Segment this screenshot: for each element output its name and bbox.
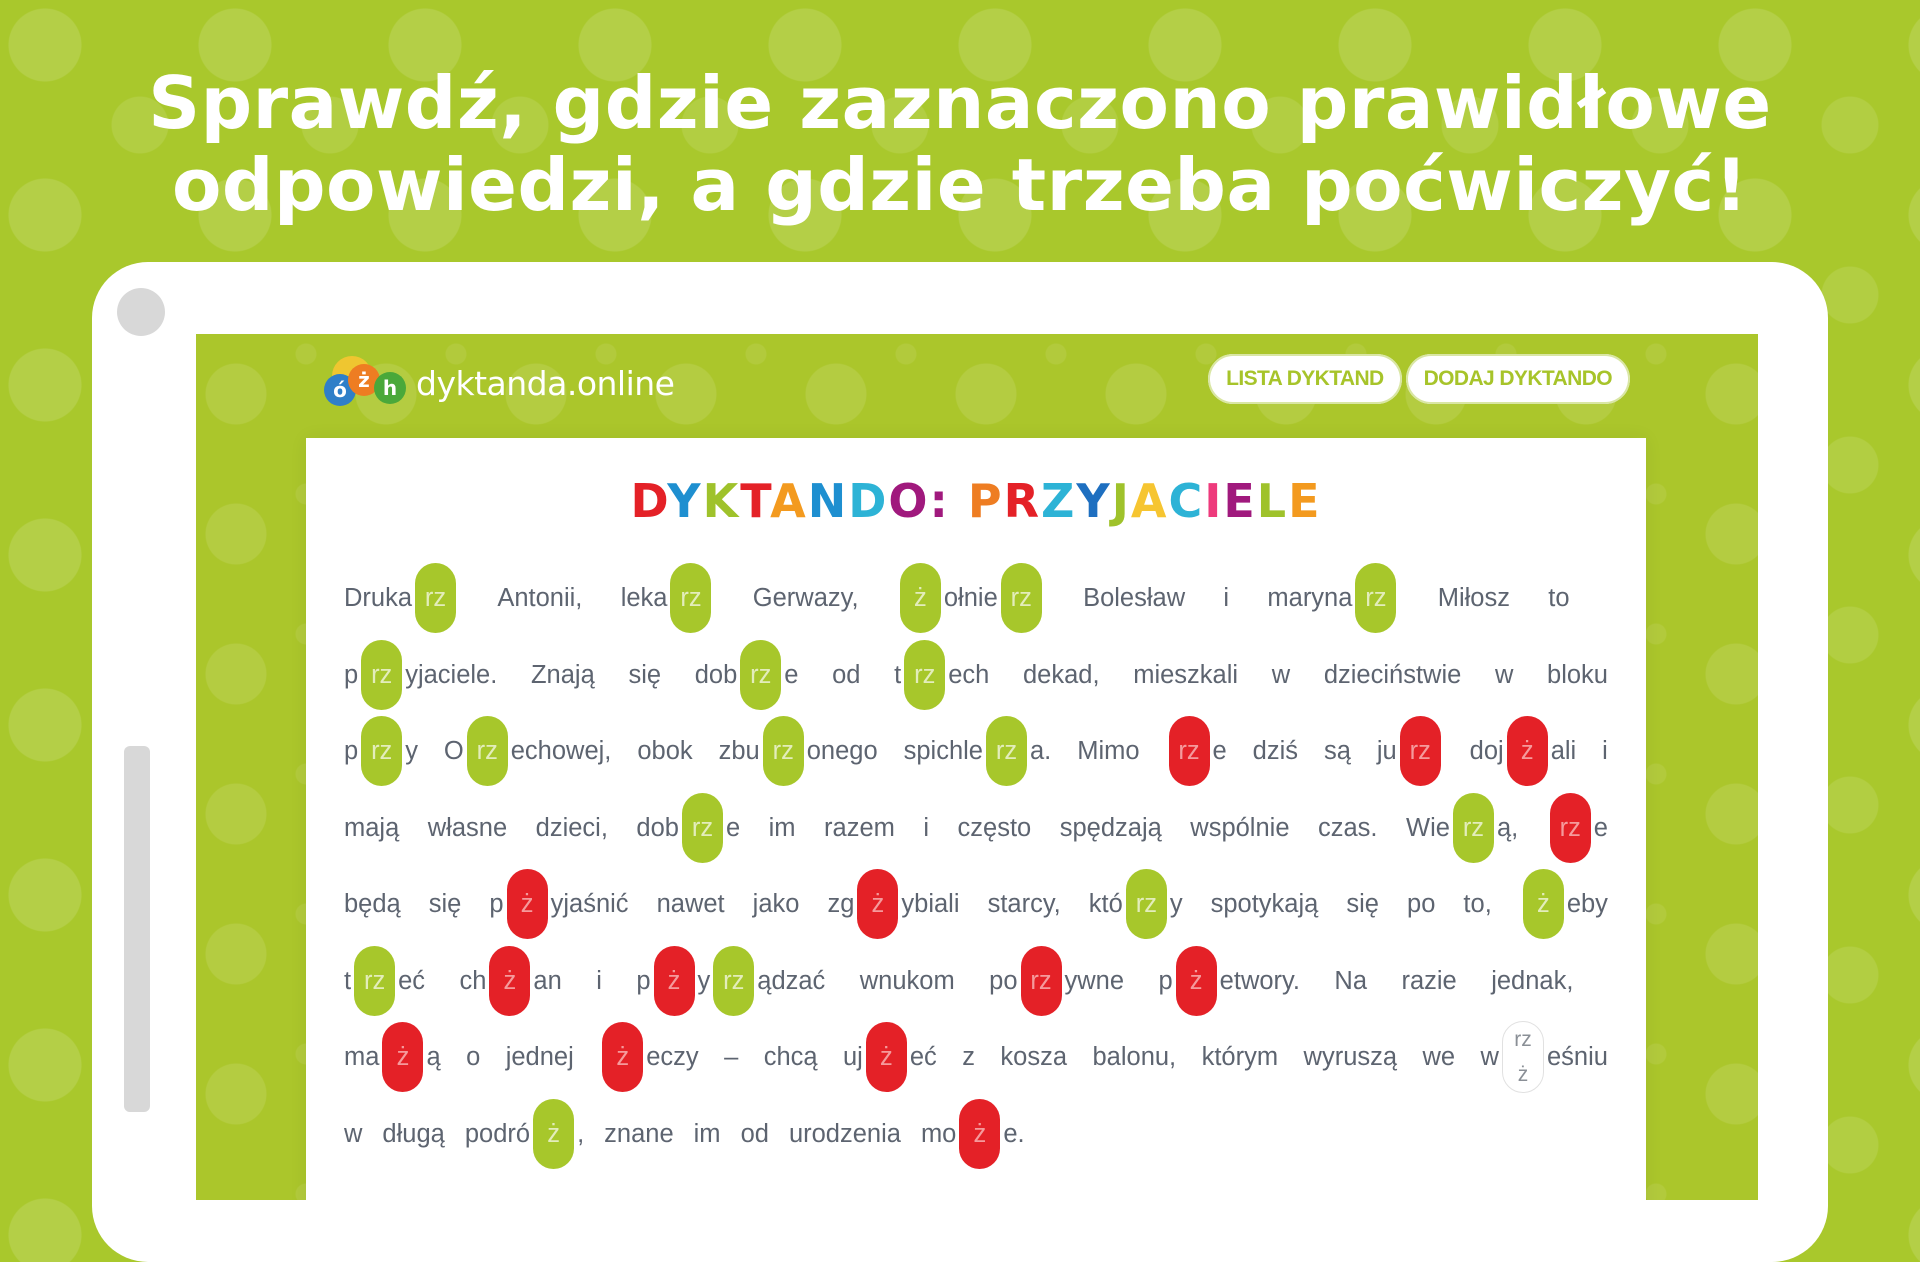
dictation-word (695, 637, 799, 714)
correct-answer-pill[interactable]: rz (670, 563, 711, 633)
dictation-word (1438, 560, 1510, 637)
word-text: to (1548, 584, 1570, 612)
correct-answer-pill[interactable]: rz (682, 793, 723, 863)
word-text: e (1212, 737, 1227, 765)
word-text: p (636, 966, 651, 995)
dictation-word (1318, 790, 1378, 867)
dictation-word (769, 790, 796, 867)
word-text: Miłosz (1437, 584, 1510, 612)
list-dictations-button[interactable]: LISTA DYKTAND (1208, 354, 1401, 404)
tablet-side-button (124, 746, 150, 1112)
word-text: ą, (1496, 813, 1519, 842)
correct-answer-pill[interactable]: rz (361, 640, 402, 710)
correct-answer-pill[interactable]: rz (713, 946, 754, 1016)
dictation-word (962, 1019, 975, 1096)
word-text: im (768, 813, 796, 842)
dictation-text (344, 560, 1608, 1172)
word-text: yjaciele. (405, 660, 498, 689)
word-text: się (628, 660, 662, 689)
dictation-word (923, 790, 929, 867)
dictation-word (827, 866, 959, 943)
correct-answer-pill[interactable]: rz (986, 716, 1027, 786)
word-text: razem (824, 813, 895, 842)
title-letter: L (1256, 474, 1289, 528)
dictation-word (1023, 637, 1100, 714)
title-letter: I (1204, 474, 1224, 528)
dictation-word (1253, 713, 1298, 790)
dictation-word (1495, 637, 1513, 714)
word-text: t (894, 660, 902, 689)
word-text: yjaśnić (550, 890, 629, 918)
word-text: zg (827, 890, 855, 918)
dictation-line (344, 1096, 1608, 1173)
title-letter: K (702, 474, 741, 528)
word-text: zbu (718, 737, 760, 765)
title-letter: D (848, 474, 889, 528)
dictation-word (894, 637, 989, 714)
dictation-word (628, 637, 661, 714)
dictation-word (596, 943, 602, 1020)
dictation-word (1481, 1019, 1608, 1096)
word-text: w (344, 1119, 363, 1148)
word-text: ybiali (901, 890, 960, 918)
word-text: uj (843, 1043, 863, 1071)
top-nav (1208, 354, 1630, 404)
title-letter: N (807, 474, 849, 528)
word-text: o (466, 1043, 481, 1071)
word-text: w (1271, 660, 1291, 689)
word-text: ołnie (943, 584, 998, 612)
dictation-line (344, 790, 1608, 867)
dictation-line (344, 713, 1608, 790)
word-text: – (724, 1043, 739, 1071)
word-text: w (1480, 1043, 1499, 1071)
dictation-word (1547, 637, 1608, 714)
word-text: ju (1376, 737, 1397, 765)
correct-answer-pill[interactable]: rz (415, 563, 456, 633)
dictation-word (1083, 560, 1185, 637)
word-text: obok (637, 737, 693, 765)
dictation-word (753, 560, 859, 637)
dictation-word (637, 713, 692, 790)
word-text: p (489, 890, 504, 918)
word-text: jako (752, 890, 800, 918)
headline-line-2: odpowiedzi, a gdzie trzeba poćwiczyć! (171, 143, 1749, 227)
dictation-word (1548, 560, 1569, 637)
word-text: wnukom (859, 966, 955, 995)
word-text: eć (398, 966, 426, 995)
dictation-word (1324, 713, 1351, 790)
dictation-word (1401, 943, 1456, 1020)
dictation-word (1377, 713, 1444, 790)
word-text: eczy (646, 1043, 699, 1071)
correct-answer-pill[interactable]: ż (533, 1099, 574, 1169)
word-text: we (1422, 1043, 1456, 1071)
dictation-word (344, 790, 399, 867)
correct-answer-pill[interactable]: rz (1126, 869, 1167, 939)
dictation-word (636, 943, 825, 1020)
word-text: i (1602, 737, 1608, 765)
word-text: p (344, 737, 359, 765)
dictation-word (1423, 1019, 1456, 1096)
dictation-word (1407, 866, 1435, 943)
dictation-word (843, 1019, 937, 1096)
word-text: podró (464, 1119, 531, 1148)
word-text: wspólnie (1190, 813, 1290, 842)
word-text: Druka (344, 584, 413, 612)
dictation-word (429, 866, 462, 943)
dictation-word (1272, 637, 1290, 714)
word-text: jednej (505, 1043, 574, 1071)
dictation-word (1211, 866, 1319, 943)
wrong-answer-pill[interactable]: rz (1021, 946, 1062, 1016)
dictation-word (466, 1019, 480, 1096)
dictation-word (1202, 1019, 1279, 1096)
word-text: Mimo (1077, 737, 1140, 765)
dictation-word (1334, 943, 1367, 1020)
word-text: p (1158, 966, 1173, 995)
title-letter: A (770, 474, 808, 528)
dictation-line (344, 1019, 1608, 1096)
word-text: dziś (1252, 737, 1299, 765)
dictation-word (344, 637, 497, 714)
word-text: się (1346, 890, 1379, 918)
word-text: ali (1550, 737, 1577, 765)
word-text: t (344, 966, 352, 995)
word-text: onego (806, 737, 878, 765)
word-text: y (1169, 890, 1183, 918)
correct-answer-pill[interactable]: rz (740, 640, 781, 710)
title-letter: R (1003, 474, 1042, 528)
word-text: dzieci, (535, 813, 608, 842)
word-text: są (1323, 737, 1351, 765)
correct-answer-pill[interactable]: rz (467, 716, 508, 786)
word-text: p (344, 660, 359, 689)
word-text: dob (694, 660, 738, 689)
word-text: wyruszą (1303, 1043, 1398, 1071)
title-letter: Z (1041, 474, 1077, 528)
dictation-word (1060, 790, 1162, 867)
dictation-word (1000, 1019, 1067, 1096)
dictation-word (764, 1019, 818, 1096)
dictation-word (382, 1096, 444, 1173)
word-text: , (577, 1119, 585, 1148)
title-letter: O (888, 474, 930, 528)
dictation-line (344, 866, 1608, 943)
dictation-word (344, 713, 418, 790)
logo-bubble-2: ż (348, 364, 380, 396)
title-letter: T (740, 474, 771, 528)
correct-answer-pill[interactable]: rz (361, 716, 402, 786)
dictation-line (344, 560, 1608, 637)
wrong-answer-pill[interactable]: ż (1176, 946, 1217, 1016)
word-text: e. (1003, 1119, 1025, 1148)
title-letter: J (1111, 474, 1131, 528)
wrong-answer-pill[interactable]: ż (602, 1022, 643, 1092)
wrong-answer-pill[interactable]: rz (1400, 716, 1441, 786)
wrong-answer-pill[interactable]: ż (1507, 716, 1548, 786)
wrong-answer-pill[interactable]: ż (857, 869, 898, 939)
promo-headline (0, 62, 1920, 226)
dictation-word (344, 943, 425, 1020)
correct-answer-pill[interactable]: ż (1523, 869, 1564, 939)
dictation-word (1092, 1019, 1176, 1096)
title-letter (950, 474, 968, 528)
dictation-word (599, 1019, 698, 1096)
word-text: a. (1029, 737, 1052, 765)
word-text: mo (920, 1119, 957, 1148)
word-text: w (1494, 660, 1514, 689)
answer-choice-toggle[interactable] (1502, 1021, 1544, 1093)
correct-answer-pill[interactable]: ż (900, 563, 941, 633)
dictation-word (1346, 866, 1379, 943)
word-text: leka (620, 584, 668, 612)
word-text: spichle (903, 737, 983, 765)
word-text: etwory. (1219, 966, 1300, 995)
logo-text: dyktanda.online (416, 363, 675, 403)
wrong-answer-pill[interactable]: ż (489, 946, 530, 1016)
word-text: eć (909, 1043, 937, 1071)
dictation-word (344, 1096, 362, 1173)
word-text: po (1407, 890, 1436, 918)
word-text: spędzają (1059, 813, 1162, 842)
dictation-word (1463, 866, 1491, 943)
word-text: od (740, 1119, 769, 1148)
wrong-answer-pill[interactable]: ż (959, 1099, 1000, 1169)
word-text: O (443, 737, 464, 765)
word-text: doj (1469, 737, 1504, 765)
dictation-word (832, 637, 860, 714)
correct-answer-pill[interactable]: rz (763, 716, 804, 786)
site-logo[interactable] (324, 356, 674, 410)
word-text: od (832, 660, 861, 689)
dictation-word (1547, 790, 1608, 867)
word-text: echowej, (510, 737, 612, 765)
word-text: Gerwazy, (752, 584, 859, 612)
word-text: im (693, 1119, 721, 1148)
correct-answer-pill[interactable]: rz (354, 946, 395, 1016)
wrong-answer-pill[interactable]: ż (866, 1022, 907, 1092)
word-text: i (923, 813, 930, 842)
dictation-word (958, 790, 1032, 867)
dictation-word (1223, 560, 1229, 637)
word-text: ądzać (757, 966, 826, 995)
dictation-word (344, 866, 401, 943)
dictation-card (306, 438, 1646, 1200)
dictation-word (1602, 713, 1608, 790)
word-text: eby (1566, 890, 1608, 918)
dictation-word (465, 1096, 584, 1173)
tablet-camera (117, 288, 165, 336)
dictation-line (344, 943, 1608, 1020)
word-text: ch (459, 966, 487, 995)
dictation-word (1077, 713, 1139, 790)
word-text: razie (1401, 966, 1457, 995)
correct-answer-pill[interactable]: rz (904, 640, 945, 710)
dictation-word (636, 790, 740, 867)
word-text: balonu, (1092, 1043, 1177, 1071)
dictation-word (1267, 560, 1399, 637)
dictation-word (724, 1019, 738, 1096)
word-text: e (1593, 813, 1608, 842)
choice-option[interactable]: ż (1517, 1063, 1529, 1087)
dictation-word (657, 866, 725, 943)
word-text: y (697, 966, 711, 995)
dictation-word (344, 560, 459, 637)
word-text: długą (382, 1119, 445, 1148)
dictation-word (719, 713, 878, 790)
dictation-word (444, 713, 612, 790)
dictation-word (904, 713, 1052, 790)
word-text: starcy, (987, 890, 1061, 918)
dictation-word (604, 1096, 673, 1173)
dictation-word (1089, 866, 1183, 943)
word-text: chcą (763, 1043, 818, 1071)
word-text: ech (948, 660, 990, 689)
word-text: an (533, 966, 562, 995)
dictation-word (694, 1096, 721, 1173)
word-text: którym (1201, 1043, 1279, 1071)
word-text: Znają (530, 660, 595, 689)
dictation-word (1520, 866, 1608, 943)
dictation-word (1133, 637, 1238, 714)
dictation-word (921, 1096, 1025, 1173)
word-text: jednak, (1491, 966, 1574, 995)
title-letter: D (630, 474, 668, 528)
word-text: to, (1463, 890, 1492, 918)
word-text: e (784, 660, 799, 689)
dictation-word (489, 866, 628, 943)
correct-answer-pill[interactable]: rz (1453, 793, 1494, 863)
title-letter: A (1130, 474, 1169, 528)
word-text: dekad, (1023, 660, 1100, 689)
dictation-word (506, 1019, 574, 1096)
dictation-word (1470, 713, 1577, 790)
dictation-word (531, 637, 595, 714)
word-text: ą (426, 1043, 441, 1071)
word-text: kosza (1000, 1043, 1068, 1071)
wrong-answer-pill[interactable]: ż (507, 869, 548, 939)
word-text: e (725, 813, 741, 842)
word-text: nawet (656, 890, 725, 918)
word-text: mieszkali (1133, 660, 1239, 689)
word-text: Wie (1406, 813, 1450, 842)
wrong-answer-pill[interactable]: rz (1169, 716, 1210, 786)
word-text: i (596, 966, 602, 995)
word-text: po (989, 966, 1018, 995)
dictation-word (459, 943, 561, 1020)
title-letter: E (1288, 474, 1322, 528)
logo-mark-icon (324, 356, 412, 410)
dictation-word (989, 943, 1124, 1020)
word-text: dzieciństwie (1323, 660, 1462, 689)
wrong-answer-pill[interactable]: rz (1550, 793, 1591, 863)
dictation-word (536, 790, 608, 867)
word-text: maryna (1267, 584, 1353, 612)
word-text: y (405, 737, 418, 765)
correct-answer-pill[interactable]: rz (1355, 563, 1396, 633)
dictation-word (1491, 943, 1573, 1020)
choice-option[interactable]: rz (1514, 1028, 1532, 1052)
word-text: dob (636, 813, 679, 842)
dictation-word (1304, 1019, 1398, 1096)
word-text: czas. (1318, 813, 1378, 842)
dictation-word (1166, 713, 1227, 790)
dictation-word (860, 943, 955, 1020)
dictation-word (988, 866, 1061, 943)
dictation-word (428, 790, 507, 867)
title-letter: Y (1076, 474, 1112, 528)
word-text: któ (1088, 890, 1123, 918)
dictation-word (897, 560, 1045, 637)
dictation-word (621, 560, 715, 637)
app-screen (196, 334, 1758, 1200)
word-text: i (1223, 584, 1230, 612)
dictation-word (497, 560, 582, 637)
word-text: często (957, 813, 1032, 842)
dictation-word (741, 1096, 769, 1173)
word-text: z (962, 1043, 975, 1071)
word-text: eśniu (1546, 1043, 1608, 1071)
dictation-word (1406, 790, 1518, 867)
word-text: będą (344, 890, 401, 918)
title-letter: E (1223, 474, 1257, 528)
title-letter: C (1168, 474, 1205, 528)
correct-answer-pill[interactable]: rz (1001, 563, 1042, 633)
word-text: spotykają (1210, 890, 1319, 918)
logo-bubble-1: ó (324, 374, 356, 406)
dictation-word (824, 790, 895, 867)
word-text: ma (344, 1043, 380, 1071)
dictation-word (1190, 790, 1289, 867)
wrong-answer-pill[interactable]: ż (654, 946, 695, 1016)
word-text: się (428, 890, 462, 918)
dictation-word (344, 1019, 441, 1096)
word-text: Na (1334, 966, 1368, 995)
dictation-word (789, 1096, 901, 1173)
dictation-word (753, 866, 800, 943)
word-text: własne (427, 813, 508, 842)
dictation-line (344, 637, 1608, 714)
word-text: Bolesław (1083, 584, 1186, 612)
headline-line-1: Sprawdź, gdzie zaznaczono prawidłowe (148, 61, 1772, 145)
title-letter: : (929, 474, 950, 528)
word-text: Antonii, (497, 584, 583, 612)
word-text: urodzenia (788, 1119, 901, 1148)
dictation-word (1324, 637, 1461, 714)
dictation-title (306, 474, 1646, 528)
word-text: mają (344, 813, 400, 842)
word-text: ywne (1064, 966, 1125, 995)
title-letter: P (967, 474, 1004, 528)
add-dictation-button[interactable]: DODAJ DYKTANDO (1406, 354, 1630, 404)
title-letter: Y (667, 474, 703, 528)
logo-bubble-3: h (374, 372, 406, 404)
word-text: bloku (1547, 660, 1608, 689)
word-text: znane (604, 1119, 674, 1148)
wrong-answer-pill[interactable]: ż (382, 1022, 423, 1092)
dictation-word (1158, 943, 1300, 1020)
